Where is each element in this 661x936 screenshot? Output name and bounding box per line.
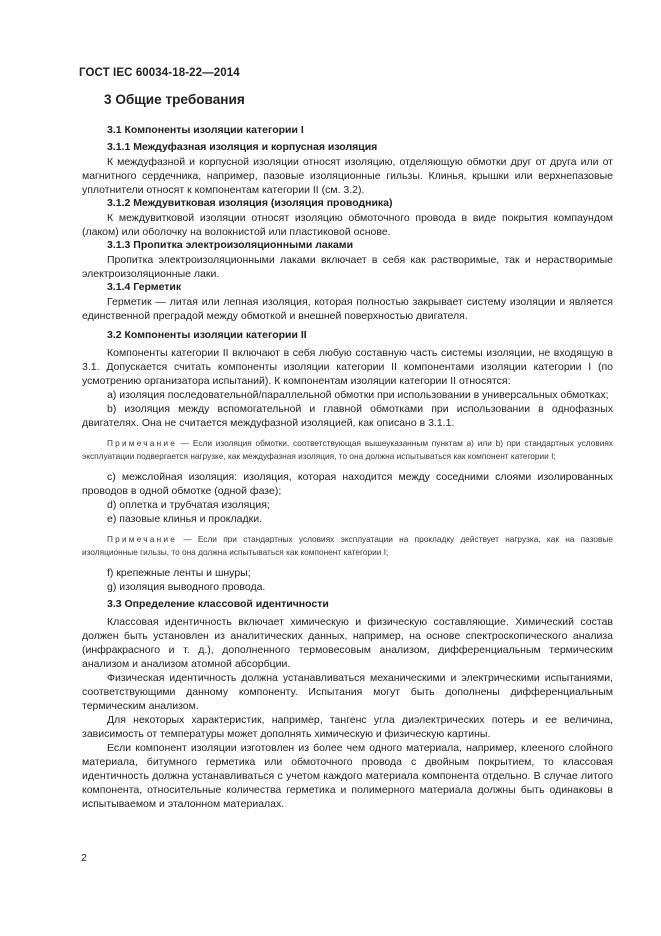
section-3-1-2-text: К междувитковой изоляции относят изоляцию обмоточного провода в виде покрытия компаундом (лаком) или оболочку на волокнистой или пластиковой основе. (82, 212, 613, 238)
list-item-a: a) изоляция последовательной/параллельной обмотки при использовании в универсальных обмотках; (107, 389, 609, 401)
section-3-1-4-text: Герметик — литая или лепная изоляция, которая полностью закрывает систему изоляции и является единственной преградой между обмоткой и внешней поверхностью двигателя. (82, 296, 613, 322)
list-item-b: b) изоляция между вспомогательной и главной обмотками при использовании в однофазных двигателях. Она не считается междуфазной изоляцией, как описано в 3.1.1. (82, 403, 613, 429)
list-item-c: c) межслойная изоляция: изоляция, которая находится между соседними слоями изолированных проводов в одной обмотке (одной фазе); (82, 471, 613, 497)
section-3-3-paragraph-4: Если компонент изоляции изготовлен из более чем одного материала, например, клееного слойного материала, битумного герметика или обмоточного провода с двойным покрытием, то классовая идентичность должна устанавливаться с учетом каждого материала компонента отдельно. В случае литого компонента, относительные количества герметика и полимерного материала должны быть одинаковы в испытываемом и эталонном материалах. (82, 742, 613, 810)
section-3-1-3-text: Пропитка электроизоляционными лаками включает в себя как растворимые, так и нерастворимые электроизоляционные лаки. (82, 254, 613, 280)
list-item-e: e) пазовые клинья и прокладки. (107, 513, 262, 525)
section-3-3-paragraph-1: Классовая идентичность включает химическую и физическую составляющие. Химический состав должен быть установлен из аналитических данных, например, на основе спектроскопического анализа (инфракрасного и т. д.), дополненного термовесовым анализом, дифференциальным термическим анализом и анализом атомной абсорбции. (82, 616, 613, 670)
note-2-label: Примечание (107, 534, 178, 544)
section-3-1-1-text: К междуфазной и корпусной изоляции относят изоляцию, отделяющую обмотки друг от друга или от магнитного сердечника, например, пазовые изоляционные гильзы. Клинья, крышки или верхнепазовые уплотнители относят к компонентам категории II (см. 3.2). (82, 156, 613, 196)
section-3-1-4-heading: 3.1.4 Герметик (107, 281, 182, 293)
note-2 (82, 533, 613, 558)
note-1-label: Примечание (107, 438, 178, 448)
section-3-1-heading: 3.1 Компоненты изоляции категории I (107, 124, 304, 136)
section-3-heading: 3 Общие требования (104, 92, 245, 107)
section-3-3-paragraph-2: Физическая идентичность должна устанавливаться механическими и электрическими испытаниями, соответствующими данному компоненту. Испытания могут быть дополнены дифференциальным термическим анализом. (82, 672, 613, 712)
note-2-text: — Если при стандартных условиях эксплуатации на прокладку действует нагрузка, как на пазовые изоляционные гильзы, то она должна испытываться как компонент категории I; (82, 534, 613, 557)
note-1-text: — Если изоляция обмотки, соответствующая вышеуказанным пунктам a) или b) при стандартных условиях эксплуатации подвергается нагрузке, как междуфазная изоляция, то она должна испытываться как компонент категории I; (82, 438, 613, 461)
list-item-g: g) изоляция выводного провода. (107, 581, 266, 593)
standard-header: ГОСТ IEC 60034-18-22—2014 (79, 67, 240, 79)
section-3-2-intro: Компоненты категории II включают в себя любую составную часть системы изоляции, не входящую в 3.1. Допускается считать компоненты изоляции категории II компонентами изоляции категории I (по усмотрению организатора испытаний). К компонентам изоляции категории II относятся: (82, 347, 613, 387)
section-3-1-2-heading: 3.1.2 Междувитковая изоляция (изоляция проводника) (107, 197, 393, 209)
note-1 (82, 437, 613, 462)
section-3-3-paragraph-3: Для некоторых характеристик, например, тангенс угла диэлектрических потерь и ее величина, зависимость от температуры может дополнять химическую и физическую картины. (82, 714, 613, 740)
section-3-2-heading: 3.2 Компоненты изоляции категории II (107, 329, 307, 341)
list-item-f: f) крепежные ленты и шнуры; (107, 567, 251, 579)
list-item-d: d) оплетка и трубчатая изоляция; (107, 499, 270, 511)
section-3-3-heading: 3.3 Определение классовой идентичности (107, 598, 329, 610)
page-content (82, 92, 613, 811)
section-3-1-1-heading: 3.1.1 Междуфазная изоляция и корпусная изоляция (107, 141, 378, 153)
page-number: 2 (81, 852, 87, 864)
section-3-1-3-heading: 3.1.3 Пропитка электроизоляционными лаками (107, 239, 354, 251)
